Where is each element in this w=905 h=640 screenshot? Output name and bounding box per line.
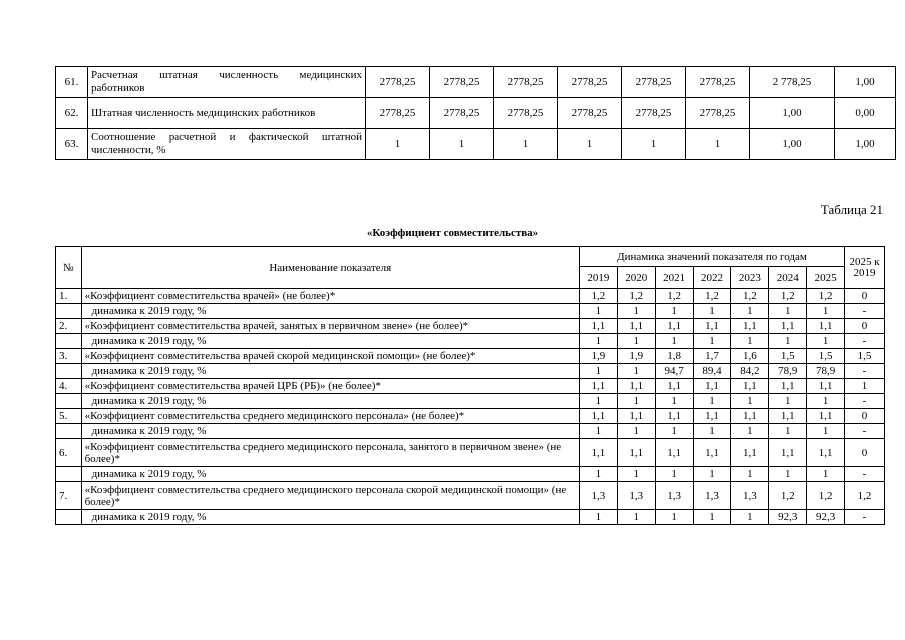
- header-year: 2020: [617, 267, 655, 289]
- table-row: [56, 98, 896, 129]
- row-value: 1: [579, 394, 617, 409]
- header-year: 2019: [579, 267, 617, 289]
- row-value: 1,00: [750, 129, 835, 160]
- header-year: 2021: [655, 267, 693, 289]
- row-number: 5.: [56, 409, 82, 424]
- row-value: 1,1: [693, 409, 731, 424]
- row-name: динамика к 2019 году, %: [81, 304, 579, 319]
- table-row: [56, 467, 885, 482]
- row-value: 1,1: [579, 379, 617, 394]
- row-value: 2 778,25: [750, 67, 835, 98]
- row-value: 1: [693, 424, 731, 439]
- row-value: 78,9: [769, 364, 807, 379]
- row-value: 1: [579, 304, 617, 319]
- row-number: 3.: [56, 349, 82, 364]
- row-value: 2778,25: [494, 98, 558, 129]
- row-value: 1: [769, 467, 807, 482]
- row-value: 1,2: [769, 289, 807, 304]
- row-value: 1: [693, 304, 731, 319]
- row-value: 1,2: [807, 289, 845, 304]
- row-value: -: [845, 364, 885, 379]
- row-value: 1,1: [731, 379, 769, 394]
- row-value: 1: [655, 510, 693, 525]
- row-value: 1,1: [693, 379, 731, 394]
- row-value: 1,1: [731, 319, 769, 334]
- row-value: 1: [655, 467, 693, 482]
- row-number: 4.: [56, 379, 82, 394]
- row-value: 1,9: [579, 349, 617, 364]
- table-row: [56, 289, 885, 304]
- table-row: [56, 409, 885, 424]
- row-name: динамика к 2019 году, %: [81, 394, 579, 409]
- row-number: 62.: [56, 98, 88, 129]
- row-value: 1,3: [693, 482, 731, 510]
- row-value: 1: [617, 304, 655, 319]
- table-row: [56, 319, 885, 334]
- row-name: «Коэффициент совместительства среднего медицинского персонала скорой медицинской помощи» (не более)*: [81, 482, 579, 510]
- header-num: №: [56, 247, 82, 289]
- row-value: 1,1: [617, 409, 655, 424]
- row-value: 1: [622, 129, 686, 160]
- row-name: «Коэффициент совместительства врачей скорой медицинской помощи» (не более)*: [81, 349, 579, 364]
- row-number: 63.: [56, 129, 88, 160]
- table-row: [56, 67, 896, 98]
- row-value: 1,7: [693, 349, 731, 364]
- row-value: 1: [769, 334, 807, 349]
- row-value: 1,1: [807, 319, 845, 334]
- row-value: 1,2: [807, 482, 845, 510]
- row-number: 7.: [56, 482, 82, 510]
- row-name: «Коэффициент совместительства врачей» (не более)*: [81, 289, 579, 304]
- row-value: 1,3: [655, 482, 693, 510]
- row-value: 1: [655, 394, 693, 409]
- row-value: 1,2: [617, 289, 655, 304]
- table-row: [56, 482, 885, 510]
- row-value: 94,7: [655, 364, 693, 379]
- row-value: 1,5: [769, 349, 807, 364]
- row-number: [56, 424, 82, 439]
- main-table-body: [56, 289, 885, 525]
- row-value: 1,5: [807, 349, 845, 364]
- row-value: 1: [579, 510, 617, 525]
- row-value: 1,1: [807, 379, 845, 394]
- row-name: «Коэффициент совместительства среднего медицинского персонала, занятого в первичном звене» (не более)*: [81, 439, 579, 467]
- row-value: 1: [617, 510, 655, 525]
- table-row: [56, 439, 885, 467]
- header-year: 2022: [693, 267, 731, 289]
- row-value: 1,1: [769, 439, 807, 467]
- top-table: [55, 66, 896, 160]
- row-number: [56, 467, 82, 482]
- table-number: Таблица 21: [820, 202, 883, 217]
- row-value: 2778,25: [430, 98, 494, 129]
- row-value: 1,2: [769, 482, 807, 510]
- row-value: 89,4: [693, 364, 731, 379]
- table-title: «Коэффициент совместительства»: [366, 227, 539, 239]
- row-value: 1: [731, 394, 769, 409]
- row-value: 1,1: [807, 409, 845, 424]
- row-name: динамика к 2019 году, %: [81, 510, 579, 525]
- row-value: 1: [845, 379, 885, 394]
- row-value: 1: [807, 394, 845, 409]
- header-last: 2025 к 2019: [845, 247, 885, 289]
- row-value: 1,3: [617, 482, 655, 510]
- row-value: 1,1: [579, 409, 617, 424]
- row-value: 1,9: [617, 349, 655, 364]
- row-name: Расчетная штатная численность медицинских работников: [88, 67, 366, 98]
- row-value: 2778,25: [686, 98, 750, 129]
- row-value: 1: [693, 334, 731, 349]
- main-table: [55, 246, 885, 525]
- table-row: [56, 379, 885, 394]
- row-value: 2778,25: [686, 67, 750, 98]
- row-value: 84,2: [731, 364, 769, 379]
- row-value: 1: [617, 467, 655, 482]
- row-value: 1,1: [617, 439, 655, 467]
- row-value: 0: [845, 409, 885, 424]
- row-value: 2778,25: [558, 98, 622, 129]
- row-value: 1: [366, 129, 430, 160]
- row-value: 1: [579, 467, 617, 482]
- row-value: 1: [655, 334, 693, 349]
- row-number: 61.: [56, 67, 88, 98]
- row-value: 1: [579, 334, 617, 349]
- table-row: [56, 304, 885, 319]
- row-name: динамика к 2019 году, %: [81, 467, 579, 482]
- row-value: 1: [807, 334, 845, 349]
- row-value: 1: [655, 424, 693, 439]
- row-value: 1,5: [845, 349, 885, 364]
- row-value: 1: [731, 424, 769, 439]
- row-name: «Коэффициент совместительства врачей ЦРБ (РБ)» (не более)*: [81, 379, 579, 394]
- row-number: [56, 304, 82, 319]
- row-value: 1: [655, 304, 693, 319]
- row-value: 1: [617, 394, 655, 409]
- row-number: 1.: [56, 289, 82, 304]
- row-value: 1,8: [655, 349, 693, 364]
- row-name: динамика к 2019 году, %: [81, 334, 579, 349]
- header-year: 2023: [731, 267, 769, 289]
- row-value: 1,00: [750, 98, 835, 129]
- row-number: 6.: [56, 439, 82, 467]
- row-value: 0: [845, 439, 885, 467]
- row-value: -: [845, 334, 885, 349]
- row-value: 1,1: [617, 319, 655, 334]
- row-name: Штатная численность медицинских работников: [88, 98, 366, 129]
- row-value: 1,2: [845, 482, 885, 510]
- row-value: 1,3: [579, 482, 617, 510]
- row-value: 1,2: [731, 289, 769, 304]
- row-value: 1,1: [769, 409, 807, 424]
- row-value: 2778,25: [366, 98, 430, 129]
- row-value: 1: [807, 304, 845, 319]
- row-value: 1: [579, 364, 617, 379]
- row-name: динамика к 2019 году, %: [81, 424, 579, 439]
- row-value: 1,1: [655, 409, 693, 424]
- row-name: «Коэффициент совместительства врачей, занятых в первичном звене» (не более)*: [81, 319, 579, 334]
- row-value: 1: [430, 129, 494, 160]
- table-row: [56, 129, 896, 160]
- row-value: 2778,25: [430, 67, 494, 98]
- row-value: 1: [731, 510, 769, 525]
- row-value: 1: [807, 467, 845, 482]
- row-value: 1: [494, 129, 558, 160]
- row-value: 1: [769, 394, 807, 409]
- row-value: 78,9: [807, 364, 845, 379]
- table-row: [56, 394, 885, 409]
- row-value: 2778,25: [622, 67, 686, 98]
- row-value: 2778,25: [558, 67, 622, 98]
- row-value: -: [845, 467, 885, 482]
- table-row: [56, 424, 885, 439]
- row-value: 0,00: [835, 98, 896, 129]
- row-value: 1,1: [655, 319, 693, 334]
- row-name: динамика к 2019 году, %: [81, 364, 579, 379]
- row-value: 0: [845, 319, 885, 334]
- main-table-header: [56, 247, 885, 289]
- table-row: [56, 364, 885, 379]
- row-value: 1,1: [579, 319, 617, 334]
- row-value: 1: [558, 129, 622, 160]
- row-value: 1: [617, 334, 655, 349]
- top-table-body: [56, 67, 896, 160]
- row-value: 0: [845, 289, 885, 304]
- row-value: 1,1: [807, 439, 845, 467]
- row-value: 1: [769, 304, 807, 319]
- row-value: 1,2: [579, 289, 617, 304]
- row-number: [56, 334, 82, 349]
- row-number: 2.: [56, 319, 82, 334]
- row-value: -: [845, 424, 885, 439]
- row-value: 1: [731, 467, 769, 482]
- row-value: 1: [579, 424, 617, 439]
- header-dynamics: Динамика значений показателя по годам: [579, 247, 844, 267]
- row-value: 2778,25: [622, 98, 686, 129]
- header-year: 2024: [769, 267, 807, 289]
- row-value: 92,3: [769, 510, 807, 525]
- row-value: 1: [731, 304, 769, 319]
- row-value: 1,1: [579, 439, 617, 467]
- row-value: 1,1: [731, 439, 769, 467]
- row-number: [56, 510, 82, 525]
- row-name: «Коэффициент совместительства среднего медицинского персонала» (не более)*: [81, 409, 579, 424]
- row-value: 1,2: [655, 289, 693, 304]
- row-value: 1,1: [617, 379, 655, 394]
- row-value: 1,3: [731, 482, 769, 510]
- row-number: [56, 364, 82, 379]
- row-value: -: [845, 510, 885, 525]
- row-value: 2778,25: [366, 67, 430, 98]
- row-value: 1,6: [731, 349, 769, 364]
- row-value: 1,2: [693, 289, 731, 304]
- row-value: 1,1: [655, 379, 693, 394]
- row-value: 2778,25: [494, 67, 558, 98]
- row-value: 1,00: [835, 129, 896, 160]
- table-row: [56, 510, 885, 525]
- row-value: 1: [686, 129, 750, 160]
- header-year: 2025: [807, 267, 845, 289]
- row-value: 92,3: [807, 510, 845, 525]
- row-value: 1: [617, 424, 655, 439]
- row-value: 1: [693, 394, 731, 409]
- row-value: 1,1: [655, 439, 693, 467]
- row-name: Соотношение расчетной и фактической штатной численности, %: [88, 129, 366, 160]
- row-value: 1,1: [769, 319, 807, 334]
- row-value: 1,00: [835, 67, 896, 98]
- row-value: -: [845, 394, 885, 409]
- row-value: 1: [769, 424, 807, 439]
- row-value: 1: [731, 334, 769, 349]
- row-value: 1: [693, 467, 731, 482]
- row-value: 1: [617, 364, 655, 379]
- row-value: 1: [807, 424, 845, 439]
- table-row: [56, 349, 885, 364]
- row-value: 1: [693, 510, 731, 525]
- row-value: 1,1: [693, 319, 731, 334]
- row-value: -: [845, 304, 885, 319]
- row-value: 1,1: [769, 379, 807, 394]
- row-number: [56, 394, 82, 409]
- row-value: 1,1: [693, 439, 731, 467]
- header-name: Наименование показателя: [81, 247, 579, 289]
- row-value: 1,1: [731, 409, 769, 424]
- table-row: [56, 334, 885, 349]
